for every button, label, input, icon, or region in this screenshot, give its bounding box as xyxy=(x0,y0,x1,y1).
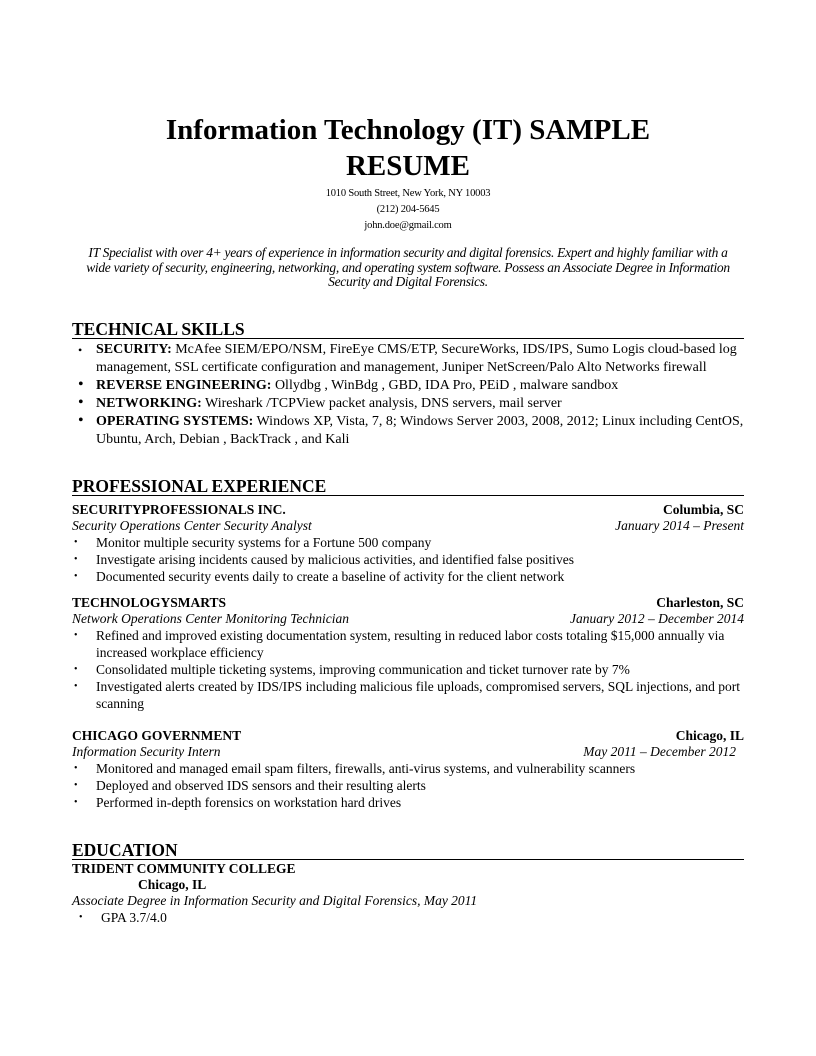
skill-item xyxy=(78,411,744,449)
bullet-text: Monitor multiple security systems for a Fortune 500 company xyxy=(96,534,432,550)
bullet-text: Deployed and observed IDS sensors and their resulting alerts xyxy=(96,777,426,793)
skill-item xyxy=(78,393,744,413)
job-entry xyxy=(72,728,744,811)
address: 1010 South Street, New York, NY 10003 xyxy=(325,188,491,199)
list-item xyxy=(74,794,744,811)
bullet-text: Consolidated multiple ticketing systems, improving communication and ticket turnover rate by 7% xyxy=(96,661,630,677)
school-name: TRIDENT COMMUNITY COLLEGE xyxy=(72,860,296,876)
job-header xyxy=(72,728,744,744)
bullet-icon: • xyxy=(74,536,78,548)
job-header xyxy=(72,502,744,518)
technical-skills-list xyxy=(72,341,744,449)
bullet-text: Monitored and managed email spam filters, firewalls, anti-virus systems, and vulnerability scanners xyxy=(96,760,636,776)
phone: (212) 204-5645 xyxy=(376,204,440,215)
list-item xyxy=(74,678,744,712)
job-title: Network Operations Center Monitoring Technician xyxy=(72,610,349,626)
skill-text: McAfee SIEM/EPO/NSM, FireEye CMS/ETP, SecureWorks, IDS/IPS, Sumo Logis cloud-based log management, SSL certificate configuration and management, Juniper NetScreen/Palo Alto Networks firewall xyxy=(96,341,737,375)
skill-label: NETWORKING: xyxy=(96,395,202,411)
school-location: Chicago, IL xyxy=(138,876,207,892)
list-item xyxy=(74,551,744,568)
list-item xyxy=(79,909,744,926)
education-heading: EDUCATION xyxy=(72,841,744,860)
skill-label: SECURITY: xyxy=(96,341,172,357)
summary: IT Specialist with over 4+ years of experience in information security and digital forensics. Expert and highly familiar with a wide variety of security, engineering, networking, and operating system software. Possess an Associate Degree in Information Security and Digital Forensics. xyxy=(86,245,730,289)
list-item xyxy=(74,534,744,551)
job-dates: January 2012 – December 2014 xyxy=(570,610,744,626)
job-title: Security Operations Center Security Analyst xyxy=(72,517,312,533)
bullet-text: Documented security events daily to create a baseline of activity for the client network xyxy=(96,568,565,584)
job-entry xyxy=(72,595,744,712)
job-subheader xyxy=(72,744,744,760)
skill-text: Wireshark /TCPView packet analysis, DNS servers, mail server xyxy=(201,395,562,411)
job-bullets xyxy=(72,627,744,712)
title-line-2: RESUME xyxy=(345,150,471,182)
company-name: SECURITYPROFESSIONALS INC. xyxy=(72,501,286,517)
bullet-icon: • xyxy=(74,553,78,565)
bullet-icon: • xyxy=(74,570,78,582)
title-line-1: Information Technology (IT) SAMPLE xyxy=(165,114,651,146)
bullet-icon: • xyxy=(74,629,78,641)
job-title: Information Security Intern xyxy=(72,743,221,759)
education-entry xyxy=(72,861,744,926)
degree: Associate Degree in Information Security and Digital Forensics, May 2011 xyxy=(72,892,478,908)
skill-item xyxy=(78,375,744,395)
bullet-text: Investigated alerts created by IDS/IPS including malicious file uploads, compromised servers, SQL injections, and port scanning xyxy=(96,678,740,711)
bullet-icon: • xyxy=(74,779,78,791)
technical-skills-heading: TECHNICAL SKILLS xyxy=(72,320,744,339)
job-subheader xyxy=(72,611,744,627)
bullet-icon: • xyxy=(78,411,84,429)
list-item xyxy=(74,568,744,585)
bullet-icon: • xyxy=(78,342,83,357)
job-dates: May 2011 – December 2012 xyxy=(583,743,736,759)
list-item xyxy=(74,777,744,794)
bullet-icon: • xyxy=(74,762,78,774)
job-dates: January 2014 – Present xyxy=(615,517,744,533)
education-bullets xyxy=(72,909,744,926)
bullet-icon: • xyxy=(79,911,83,923)
job-bullets xyxy=(72,534,744,585)
bullet-text: Performed in-depth forensics on workstation hard drives xyxy=(96,794,402,810)
skill-text: Windows XP, Vista, 7, 8; Windows Server 2003, 2008, 2012; Linux including CentOS, Ubuntu, Arch, Debian , BackTrack , and Kali xyxy=(96,413,744,447)
job-location: Chicago, IL xyxy=(675,727,744,743)
bullet-text: Investigate arising incidents caused by malicious activities, and identified false positives xyxy=(96,551,574,567)
job-header xyxy=(72,595,744,611)
job-location: Columbia, SC xyxy=(662,501,744,517)
skill-label: OPERATING SYSTEMS: xyxy=(96,413,254,429)
bullet-icon: • xyxy=(78,393,84,411)
list-item xyxy=(74,760,744,777)
bullet-icon: • xyxy=(74,663,78,675)
job-subheader xyxy=(72,518,744,534)
bullet-icon: • xyxy=(74,680,78,692)
bullet-text: GPA 3.7/4.0 xyxy=(101,909,167,925)
experience-heading: PROFESSIONAL EXPERIENCE xyxy=(72,477,744,496)
bullet-text: Refined and improved existing documentation system, resulting in reduced labor costs totaling $15,000 annually via increased workplace efficiency xyxy=(96,627,725,660)
skill-text: Ollydbg , WinBdg , GBD, IDA Pro, PEiD , malware sandbox xyxy=(271,377,619,393)
job-entry xyxy=(72,502,744,585)
resume-page xyxy=(72,112,744,926)
contact-block xyxy=(72,186,744,234)
list-item xyxy=(74,661,744,678)
skill-item xyxy=(78,341,744,377)
skill-label: REVERSE ENGINEERING: xyxy=(96,377,272,393)
job-bullets xyxy=(72,760,744,811)
email: john.doe@gmail.com xyxy=(364,220,452,231)
bullet-icon: • xyxy=(74,796,78,808)
bullet-icon: • xyxy=(78,375,84,393)
company-name: CHICAGO GOVERNMENT xyxy=(72,727,242,743)
list-item xyxy=(74,627,744,661)
job-location: Charleston, SC xyxy=(656,594,744,610)
company-name: TECHNOLOGYSMARTS xyxy=(72,594,227,610)
resume-title xyxy=(72,112,744,184)
